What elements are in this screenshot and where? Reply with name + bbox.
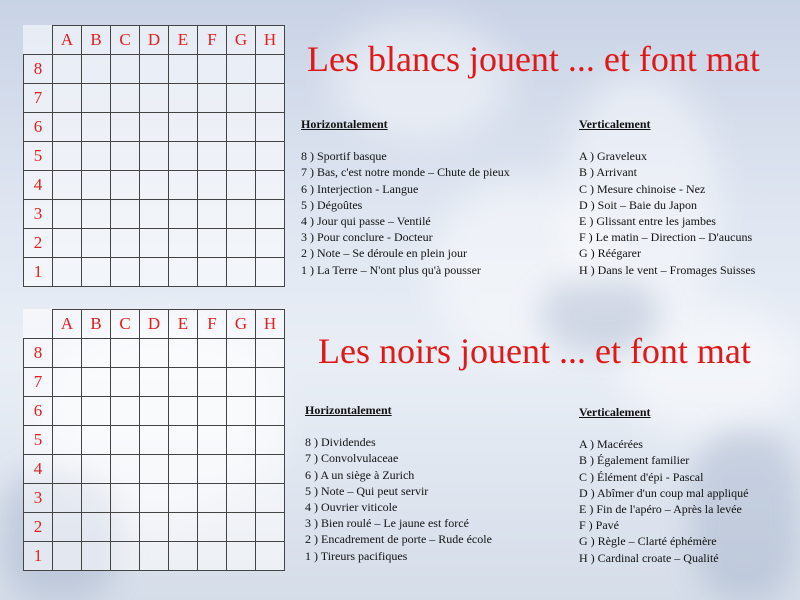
grid-cell[interactable] [53,258,82,287]
grid-cell[interactable] [169,258,198,287]
grid-cell[interactable] [227,397,256,426]
row-header: 6 [24,113,53,142]
grid-cell[interactable] [111,142,140,171]
title-black: Les noirs jouent ... et font mat [318,331,751,371]
row-header: 3 [24,484,53,513]
grid-cell[interactable] [111,113,140,142]
column-header: E [169,26,198,55]
row-header: 4 [24,171,53,200]
row-header: 3 [24,200,53,229]
grid-cell[interactable] [169,397,198,426]
grid-corner [24,310,53,339]
grid-cell[interactable] [256,113,285,142]
column-header: C [111,26,140,55]
clue-item: H ) Cardinal croate – Qualité [579,550,719,565]
row-header: 1 [24,258,53,287]
grid-cell[interactable] [198,542,227,571]
clue-item: D ) Soit – Baie du Japon [579,197,697,212]
grid-cell[interactable] [53,339,82,368]
grid-cell[interactable] [111,339,140,368]
column-header: A [53,310,82,339]
grid-cell[interactable] [169,339,198,368]
grid-cell[interactable] [227,542,256,571]
grid-cell[interactable] [256,200,285,229]
clue-item: G ) Règle – Clarté éphémère [579,534,717,549]
grid-cell[interactable] [111,258,140,287]
column-header: B [82,310,111,339]
row-header: 5 [24,142,53,171]
grid-cell[interactable] [256,258,285,287]
grid-cell[interactable] [198,171,227,200]
grid-cell[interactable] [169,142,198,171]
clue-item: 1 ) La Terre – N'ont plus qu'à pousser [301,262,481,277]
grid-cell[interactable] [227,339,256,368]
grid-cell[interactable] [111,455,140,484]
grid-cell[interactable] [140,397,169,426]
grid-cell[interactable] [82,542,111,571]
grid-cell[interactable] [53,484,82,513]
clue-item: E ) Fin de l'apéro – Après la levée [579,502,742,517]
horizontal-clues-black [305,402,492,564]
grid-cell[interactable] [140,55,169,84]
grid-cell[interactable] [198,513,227,542]
clue-item: 1 ) Tireurs pacifiques [305,548,408,563]
grid-cell[interactable] [198,258,227,287]
clue-item: D ) Abîmer d'un coup mal appliqué [579,485,749,500]
grid-cell[interactable] [82,455,111,484]
grid-cell[interactable] [82,339,111,368]
grid-cell[interactable] [227,113,256,142]
grid-cell[interactable] [53,455,82,484]
column-header: E [169,310,198,339]
horizontal-heading: Horizontalement [301,117,388,131]
column-header: C [111,310,140,339]
clue-item: A ) Macérées [579,437,643,452]
grid-cell[interactable] [53,113,82,142]
grid-cell[interactable] [198,426,227,455]
grid-cell[interactable] [140,484,169,513]
grid-cell[interactable] [53,542,82,571]
grid-cell[interactable] [140,426,169,455]
grid-cell[interactable] [198,397,227,426]
grid-cell[interactable] [140,339,169,368]
grid-cell[interactable] [53,200,82,229]
clue-item: F ) Le matin – Direction – D'aucuns [579,230,753,245]
grid-cell[interactable] [140,142,169,171]
grid-cell[interactable] [227,142,256,171]
grid-cell[interactable] [227,229,256,258]
grid-cell[interactable] [82,426,111,455]
grid-cell[interactable] [198,455,227,484]
grid-cell[interactable] [198,84,227,113]
grid-cell[interactable] [256,171,285,200]
grid-cell[interactable] [256,84,285,113]
grid-cell[interactable] [82,200,111,229]
clue-item: B ) Arrivant [579,165,637,180]
horizontal-clues-white [301,116,510,278]
clue-item: C ) Mesure chinoise - Nez [579,181,706,196]
grid-cell[interactable] [227,171,256,200]
grid-cell[interactable] [169,484,198,513]
grid-cell[interactable] [82,368,111,397]
column-header: H [256,26,285,55]
clue-item: 2 ) Encadrement de porte – Rude école [305,532,492,547]
clue-item: 8 ) Sportif basque [301,149,387,164]
clue-item: E ) Glissant entre les jambes [579,214,716,229]
grid-cell[interactable] [256,542,285,571]
grid-cell[interactable] [111,55,140,84]
grid-cell[interactable] [82,84,111,113]
grid-cell[interactable] [169,426,198,455]
grid-cell[interactable] [169,55,198,84]
row-header: 6 [24,397,53,426]
column-header: A [53,26,82,55]
clue-item: B ) Également familier [579,453,690,468]
grid-cell[interactable] [227,368,256,397]
grid-cell[interactable] [256,229,285,258]
horizontal-heading: Horizontalement [305,403,392,417]
clue-item: G ) Réégarer [579,246,641,261]
row-header: 2 [24,229,53,258]
grid-cell[interactable] [198,113,227,142]
grid-cell[interactable] [82,113,111,142]
grid-cell[interactable] [82,258,111,287]
grid-cell[interactable] [227,258,256,287]
column-header: H [256,310,285,339]
column-header: F [198,310,227,339]
grid-cell[interactable] [82,484,111,513]
grid-cell[interactable] [111,426,140,455]
row-header: 5 [24,426,53,455]
grid-cell[interactable] [111,542,140,571]
clue-item: 3 ) Pour conclure - Docteur [301,230,433,245]
crossword-grid-white [23,25,285,287]
grid-cell[interactable] [111,484,140,513]
grid-cell[interactable] [82,397,111,426]
clue-item: 5 ) Dégoûtes [301,197,363,212]
grid-cell[interactable] [53,55,82,84]
grid-cell[interactable] [227,84,256,113]
grid-cell[interactable] [169,171,198,200]
grid-cell[interactable] [53,368,82,397]
grid-cell[interactable] [82,229,111,258]
column-header: D [140,310,169,339]
grid-cell[interactable] [53,171,82,200]
grid-cell[interactable] [53,142,82,171]
grid-cell[interactable] [111,229,140,258]
grid-cell[interactable] [256,455,285,484]
grid-cell[interactable] [53,229,82,258]
grid-cell[interactable] [111,171,140,200]
grid-cell[interactable] [111,200,140,229]
row-header: 8 [24,55,53,84]
grid-cell[interactable] [111,84,140,113]
grid-cell[interactable] [169,513,198,542]
grid-cell[interactable] [53,84,82,113]
grid-cell[interactable] [169,455,198,484]
row-header: 7 [24,84,53,113]
clue-item: 5 ) Note – Qui peut servir [305,483,429,498]
grid-cell[interactable] [140,513,169,542]
grid-cell[interactable] [140,455,169,484]
grid-cell[interactable] [256,142,285,171]
grid-cell[interactable] [111,397,140,426]
grid-cell[interactable] [140,229,169,258]
grid-cell[interactable] [169,368,198,397]
clue-item: C ) Élément d'épi - Pascal [579,469,704,484]
grid-cell[interactable] [53,513,82,542]
clue-item: 6 ) Interjection - Langue [301,181,419,196]
grid-cell[interactable] [256,513,285,542]
title-white: Les blancs jouent ... et font mat [307,39,760,79]
vertical-heading: Verticalement [579,117,651,131]
grid-cell[interactable] [169,229,198,258]
grid-cell[interactable] [227,513,256,542]
grid-cell[interactable] [198,55,227,84]
row-header: 2 [24,513,53,542]
grid-cell[interactable] [140,113,169,142]
vertical-heading: Verticalement [579,405,651,419]
grid-cell[interactable] [256,426,285,455]
grid-cell[interactable] [140,200,169,229]
grid-cell[interactable] [227,426,256,455]
vertical-clues-black [579,404,748,566]
grid-cell[interactable] [256,55,285,84]
clue-item: 7 ) Bas, c'est notre monde – Chute de pieux [301,165,510,180]
grid-cell[interactable] [169,200,198,229]
grid-cell[interactable] [111,368,140,397]
column-header: G [227,310,256,339]
grid-cell[interactable] [227,484,256,513]
clue-item: 3 ) Bien roulé – Le jaune est forcé [305,516,469,531]
grid-cell[interactable] [169,542,198,571]
clue-item: 6 ) A un siège à Zurich [305,467,415,482]
column-header: D [140,26,169,55]
grid-cell[interactable] [111,513,140,542]
grid-cell[interactable] [53,426,82,455]
grid-cell[interactable] [256,368,285,397]
clue-item: 7 ) Convolvulaceae [305,451,399,466]
grid-corner [24,26,53,55]
row-header: 8 [24,339,53,368]
clue-item: 4 ) Jour qui passe – Ventilé [301,214,431,229]
grid-cell[interactable] [198,229,227,258]
clue-item: H ) Dans le vent – Fromages Suisses [579,262,756,277]
grid-cell[interactable] [169,84,198,113]
grid-cell[interactable] [82,142,111,171]
grid-cell[interactable] [82,55,111,84]
grid-cell[interactable] [169,113,198,142]
row-header: 7 [24,368,53,397]
grid-cell[interactable] [53,397,82,426]
grid-cell[interactable] [198,484,227,513]
grid-cell[interactable] [198,200,227,229]
clue-item: 2 ) Note – Se déroule en plein jour [301,246,467,261]
column-header: B [82,26,111,55]
row-header: 4 [24,455,53,484]
grid-cell[interactable] [140,542,169,571]
grid-cell[interactable] [140,368,169,397]
grid-cell[interactable] [256,397,285,426]
clue-item: A ) Graveleux [579,149,647,164]
grid-cell[interactable] [198,339,227,368]
column-header: G [227,26,256,55]
grid-cell[interactable] [198,368,227,397]
row-header: 1 [24,542,53,571]
grid-cell[interactable] [82,171,111,200]
grid-cell[interactable] [140,84,169,113]
clue-item: 8 ) Dividendes [305,435,376,450]
clue-item: 4 ) Ouvrier viticole [305,500,398,515]
grid-cell[interactable] [82,513,111,542]
grid-cell[interactable] [227,200,256,229]
vertical-clues-white [579,116,755,278]
grid-cell[interactable] [227,55,256,84]
grid-cell[interactable] [227,455,256,484]
grid-cell[interactable] [140,171,169,200]
column-header: F [198,26,227,55]
grid-cell[interactable] [140,258,169,287]
grid-cell[interactable] [198,142,227,171]
crossword-grid-black [23,309,285,571]
grid-cell[interactable] [256,339,285,368]
clue-item: F ) Pavé [579,518,619,533]
grid-cell[interactable] [256,484,285,513]
